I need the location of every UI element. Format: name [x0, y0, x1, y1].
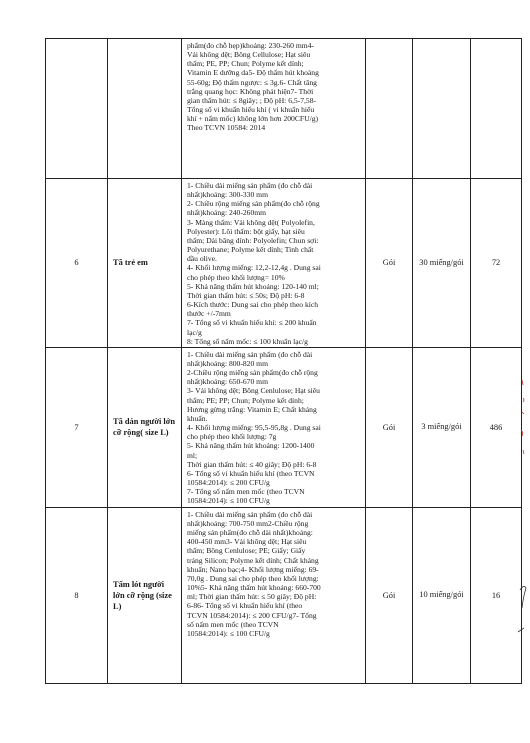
- spec-line: gian thấm hút: ≤ 8giây; ; Độ pH: 6,5-7,58-: [187, 95, 317, 105]
- spec-line: 7- Tổng số nấm men mốc (theo TCVN: [187, 487, 305, 497]
- product-name: Tã dán người lớn cỡ rộng( size L): [108, 347, 182, 507]
- table-row: [46, 179, 522, 348]
- table-row: [46, 507, 522, 683]
- spec-line: phẩm(đo chỗ hẹp)khoảng: 230-260 mm4-: [187, 41, 314, 50]
- spec-line: dầu olive.: [187, 254, 217, 264]
- spec-line: cho phép theo khối lượng: 7g: [187, 432, 277, 442]
- spec-line: 10%5- Khả năng thấm hút khoảng: 660-700: [187, 583, 321, 593]
- spec-line: ml; Thời gian thấm hút: ≤ 50 giây; Độ pH:: [187, 592, 317, 602]
- spec-line: Tổng số vi khuẩn hiếu khí ( vi khuẩn hiếu: [187, 105, 315, 115]
- spec-line: Thời gian thấm hút: ≤ 40 giây; Độ pH: 6-8: [187, 459, 317, 469]
- spec-line: 3- Màng thấm: Vải không dệt( Polyolefin,: [187, 217, 315, 227]
- spec-line: nhất)khoảng: 300-330 mm: [187, 190, 268, 200]
- row-number: 8: [46, 507, 108, 683]
- spec-line: 1- Chiều dài miếng sản phẩm (đo chỗ dài: [187, 181, 313, 190]
- spec-line: khuẩn; Nano bạc;4- Khối lượng miếng: 69-: [187, 564, 319, 574]
- spec-line: khí + nấm mốc) không lớn hơn 200CFU/g): [187, 114, 319, 124]
- spec-line: 4- Khối lượng miếng: 95,5-95,8g . Dung sai: [187, 423, 321, 433]
- spec-line: nhất)khoảng: 240-260mm: [187, 208, 267, 218]
- spec-line: miếng sản phẩm(đo chỗ dài nhất)khoảng:: [187, 528, 313, 538]
- spec-line: Polyurethane; Polyme kết dính; Tinh chất: [187, 245, 314, 255]
- spec-line: 5- Khả năng thấm hút khoảng: 120-140 ml;: [187, 281, 319, 291]
- spec-line: khuẩn.: [187, 413, 208, 423]
- table-row: [46, 39, 522, 179]
- pack-quantity: 3 miếng/gói: [413, 347, 471, 507]
- spec-line: 10584:2014): ≤ 200 CFU/g: [187, 478, 270, 487]
- quantity-value: 16: [471, 507, 522, 683]
- spec-line: 1- Chiều dài miếng sản phẩm (đo chỗ dài: [187, 349, 313, 359]
- pack-quantity: 10 miếng/gói: [413, 507, 471, 683]
- spec-line: Vải không dệt; Bông Cellulose; Hạt siêu: [187, 50, 311, 60]
- product-specification: [182, 507, 366, 683]
- spec-line: 6- Tổng số vi khuẩn hiếu khí (theo TCVN: [187, 468, 315, 478]
- spec-line: 10584:2014): ≤ 100 CFU/g: [187, 496, 270, 506]
- quantity-value: 72: [471, 179, 522, 348]
- spec-line: 6-86- Tổng số vi khuẩn hiếu khí (theo: [187, 601, 303, 611]
- unit: Gói: [366, 507, 413, 683]
- product-spec-table: [45, 38, 522, 684]
- spec-line: Vitamin E dưỡng da5- Độ thấm hút khoảng: [187, 68, 319, 78]
- spec-line: Hương gừng trắng: Vitamin E; Chất kháng: [187, 404, 317, 414]
- product-name: [108, 39, 182, 179]
- unit: Gói: [366, 179, 413, 348]
- spec-line: thấm; PE; PP; Chun; Polyme kết dính;: [187, 395, 304, 405]
- spec-line: 3- Vải không dệt; Bông Cenlulose; Hạt siêu: [187, 386, 320, 396]
- spec-line: trắng quang học: Không phát hiện7- Thời: [187, 86, 314, 96]
- spec-line: 6-Kích thước: Dung sai cho phép theo kích: [187, 300, 319, 310]
- row-number: 6: [46, 179, 108, 348]
- spec-line: 55-60g; Độ thấm ngược: ≤ 3g.6- Chất tăng: [187, 77, 317, 87]
- pack-quantity: 30 miếng/gói: [413, 179, 471, 348]
- spec-line: nhất)khoảng: 800-820 mm: [187, 358, 268, 368]
- spec-line: 2- Chiều rộng miếng sản phẩm(đo chỗ rộng: [187, 199, 320, 209]
- spec-line: 7- Tổng số vi khuẩn hiếu khí: ≤ 200 khuẩn: [187, 318, 317, 328]
- spec-line: 2-Chiều rộng miếng sản phẩm(đo chỗ rộng: [187, 368, 318, 378]
- row-number: [46, 39, 108, 179]
- spec-line: 400-450 mm3- Vải không dệt; Hạt siêu: [187, 537, 307, 547]
- spec-line: thước +/-7mm: [187, 309, 231, 319]
- quantity-value: 486: [471, 347, 522, 507]
- product-specification: [182, 179, 366, 348]
- spec-line: 8: Tổng số nấm mốc: ≤ 100 khuẩn lạc/g: [187, 336, 308, 346]
- spec-line: Polyester): Lõi thấm: bột giấy, hạt siêu: [187, 226, 305, 236]
- product-specification: [182, 347, 366, 507]
- product-name: Tã trẻ em: [108, 179, 182, 348]
- spec-line: 1- Chiều dài miếng sản phẩm (đo chỗ dài: [187, 509, 313, 519]
- spec-line: nhất)khoảng: 700-750 mm2-Chiều rộng: [187, 518, 309, 528]
- spec-line: cho phép theo khối lượng= 10%: [187, 272, 285, 282]
- spec-line: tráng Silicon; Polyme kết dính; Chất kháng: [187, 555, 319, 565]
- spec-line: 5- Khả năng thấm hút khoảng: 1200-1400: [187, 441, 315, 451]
- product-name: Tấm lót người lớn cỡ rộng (size L): [108, 507, 182, 683]
- spec-line: ml;: [187, 450, 198, 460]
- pack-quantity: [413, 39, 471, 179]
- spec-line: Thời gian thấm hút: ≤ 50s; Độ pH: 6-8: [187, 290, 305, 300]
- unit: [366, 39, 413, 179]
- spec-line: thấm; Bông Cenlulose; PE; Giấy; Giấy: [187, 546, 306, 556]
- unit: Gói: [366, 347, 413, 507]
- spec-line: Theo TCVN 10584: 2014: [187, 123, 266, 133]
- spec-line: số nấm men mốc (theo TCVN: [187, 619, 279, 629]
- margin-signature-marks: [506, 0, 530, 743]
- spec-line: thấm; PE, PP; Chun; Polyme kết dính;: [187, 59, 304, 69]
- spec-line: 4- Khối lượng miếng: 12,2-12,4g . Dung sai: [187, 263, 321, 273]
- table-row: [46, 347, 522, 507]
- spec-line: lạc/g: [187, 327, 202, 337]
- row-number: 7: [46, 347, 108, 507]
- spec-line: thấm; Dải băng dính: Polyolefin; Chun sợi:: [187, 235, 319, 245]
- spec-line: TCVN 10584:2014): ≤ 200 CFU/g7- Tổng: [187, 610, 317, 620]
- product-specification: [182, 39, 366, 179]
- spec-line: 70,0g . Dung sai cho phép theo khối lượng:: [187, 573, 319, 583]
- spec-line: 10584:2014): ≤ 100 CFU/g: [187, 628, 270, 638]
- spec-line: nhất)khoảng: 650-670 mm: [187, 377, 268, 387]
